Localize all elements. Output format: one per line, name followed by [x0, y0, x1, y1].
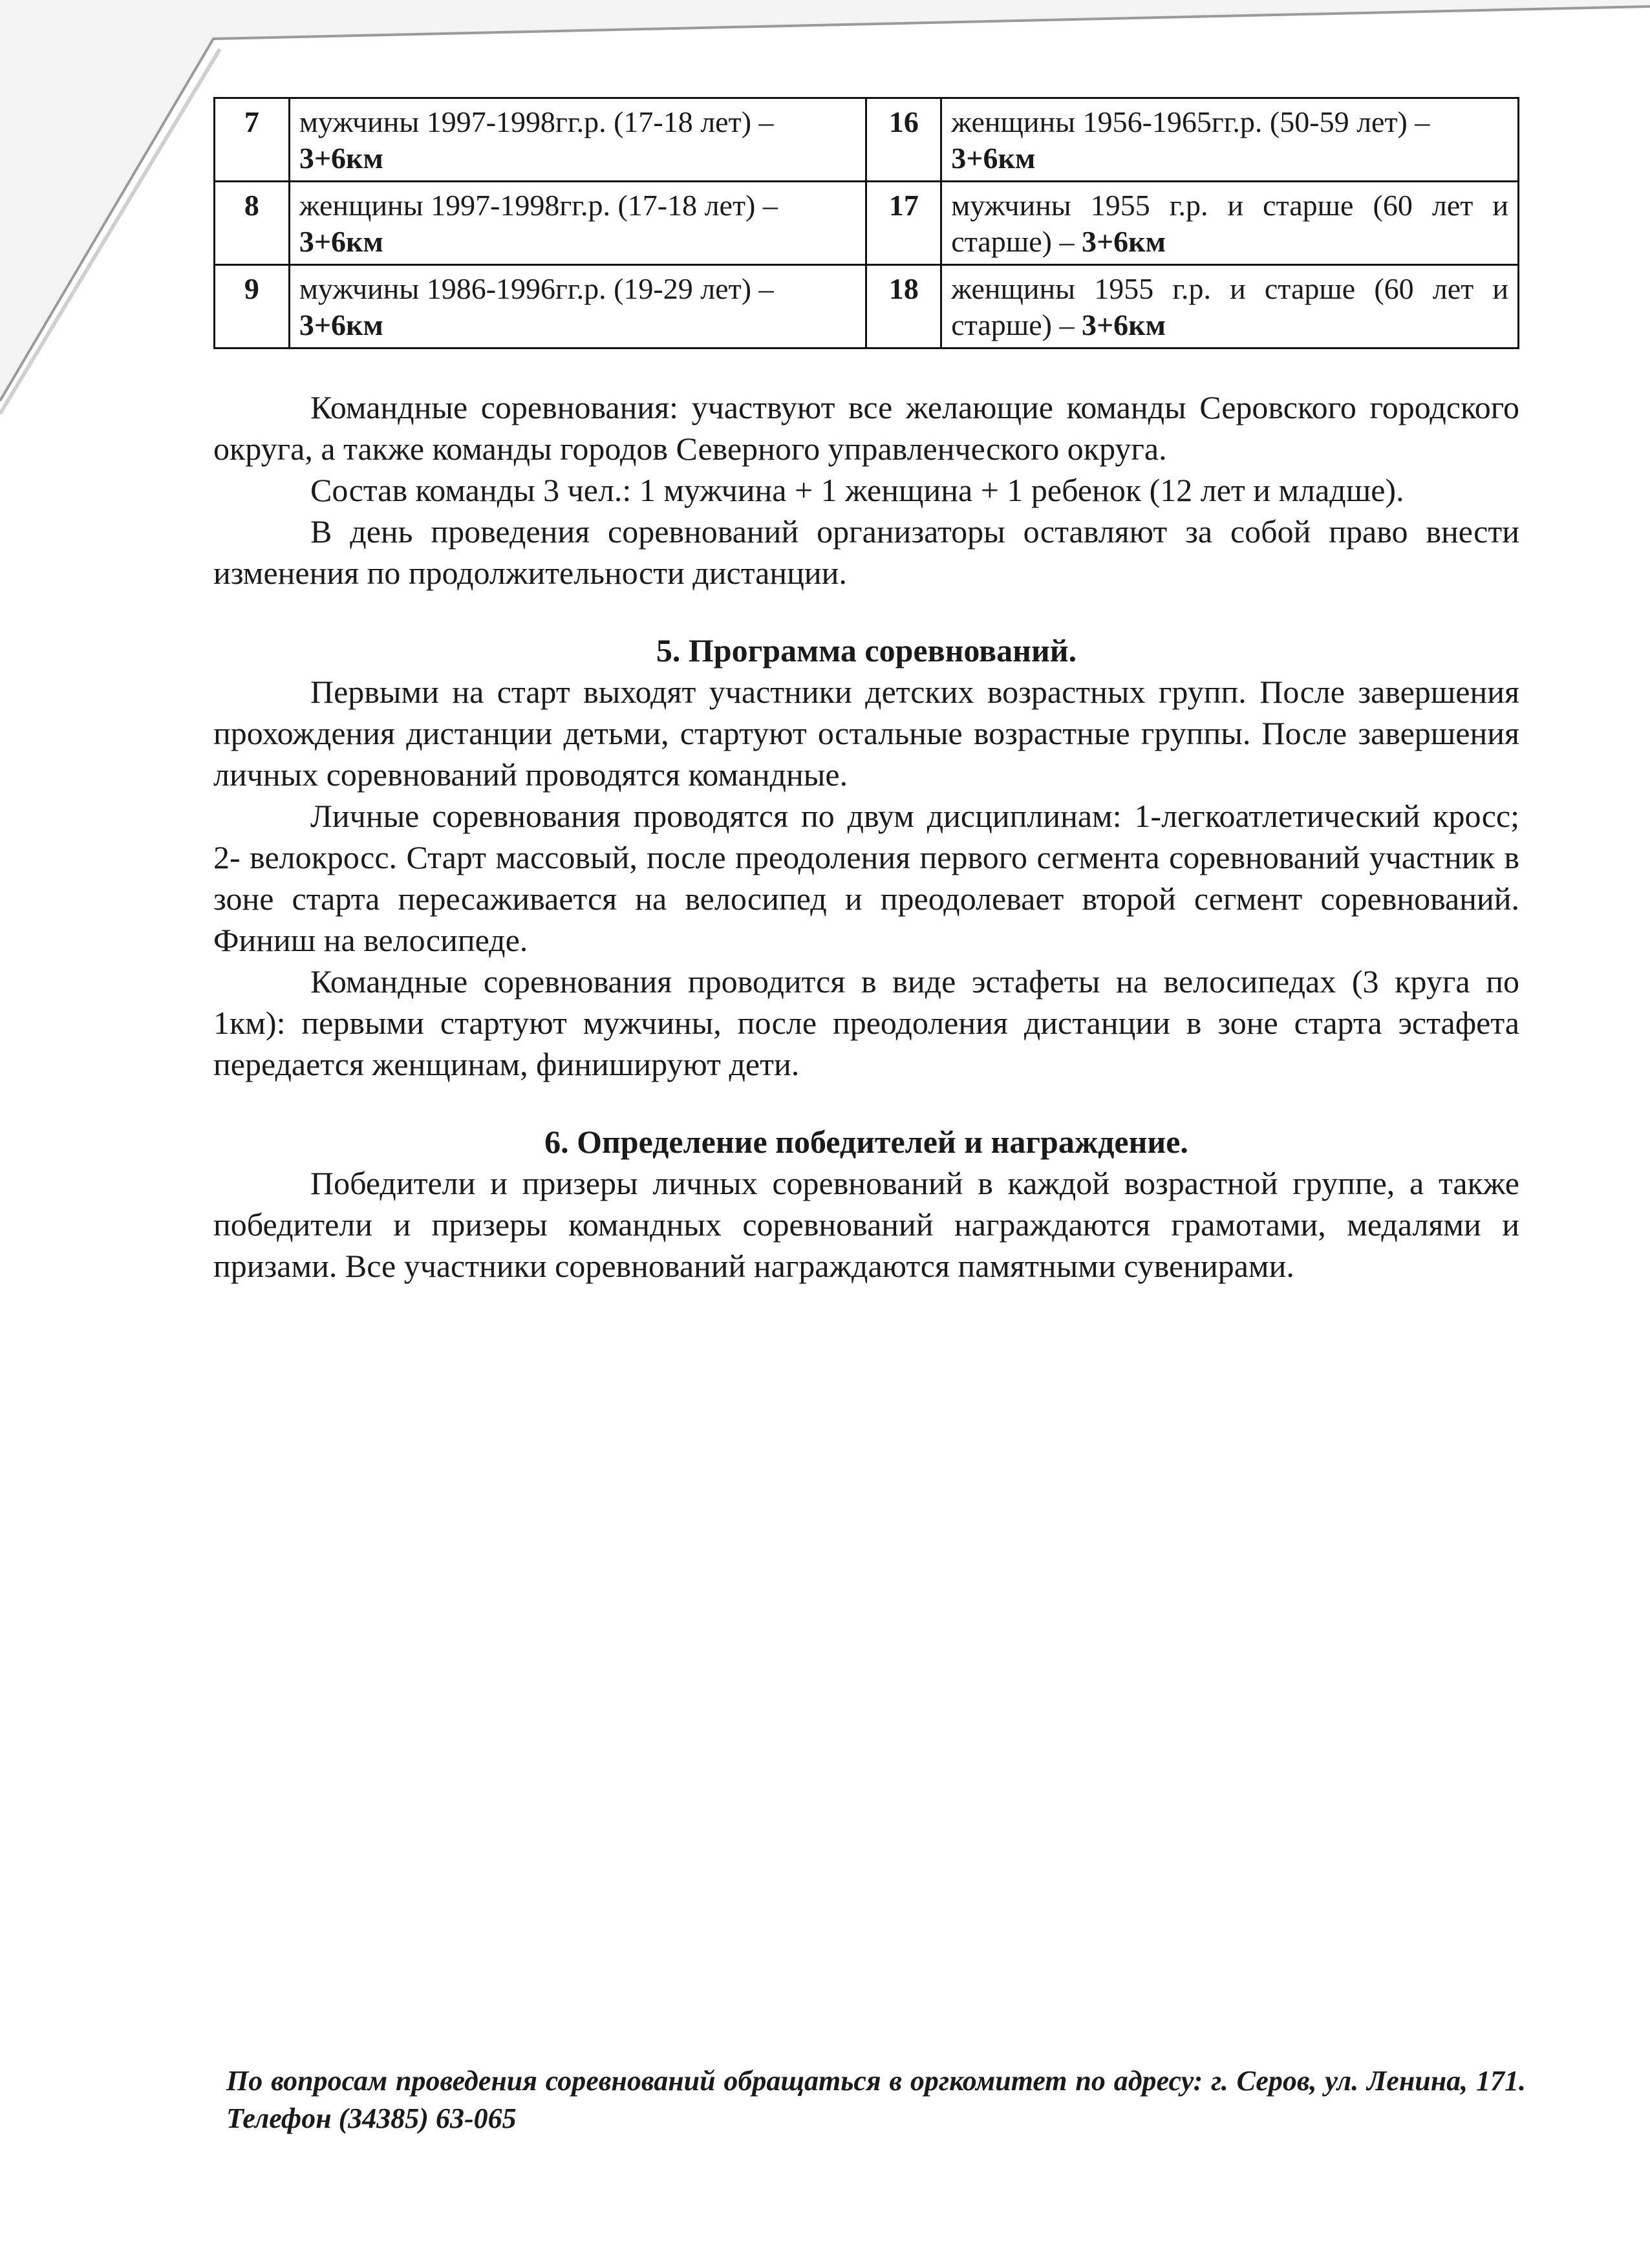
distance-change-paragraph: В день проведения соревнований организаторы оставляют за собой право внести изменения по продолжительности дистанции.: [213, 513, 1519, 591]
group-description: [941, 182, 1519, 265]
group-text: женщины 1955 г.р. и старше (60 лет и старше) –: [951, 272, 1508, 341]
group-text: мужчины 1986-1996гг.р. (19-29 лет) –: [299, 272, 774, 305]
section-5-paragraph: Личные соревнования проводятся по двум дисциплинам: 1-легкоатлетический кросс; 2- велокросс. Старт массовый, после преодоления первого сегмента соревнований участник в зоне старта пересаживается на велосипед и преодолевает второй сегмент соревнований. Финиш на велосипеде.: [213, 798, 1519, 958]
section-6-paragraph: Победители и призеры личных соревнований в каждой возрастной группе, а также победители и призеры командных соревнований награждаются грамотами, медалями и призами. Все участники соревнований награждаются памятными сувенирами.: [213, 1165, 1519, 1284]
contact-footer: По вопросам проведения соревнований обращаться в оргкомитет по адресу: г. Серов, ул. Ленина, 171. Телефон (34385) 63-065: [226, 2065, 1526, 2134]
group-number: 16: [866, 98, 941, 182]
group-number: 7: [215, 98, 290, 182]
group-number: 18: [866, 265, 941, 348]
group-description: [289, 265, 866, 348]
group-number: 17: [866, 182, 941, 265]
document-body: [213, 97, 1519, 1287]
table-row: [215, 265, 1519, 348]
team-composition-paragraph: Состав команды 3 чел.: 1 мужчина + 1 женщина + 1 ребенок (12 лет и младше).: [310, 472, 1404, 508]
group-number: 9: [215, 265, 290, 348]
group-distance: 3+6км: [299, 142, 383, 175]
section-5-title: 5. Программа соревнований.: [656, 632, 1077, 669]
group-text: мужчины 1997-1998гг.р. (17-18 лет) –: [299, 105, 774, 138]
group-distance: 3+6км: [1081, 308, 1166, 341]
table-row: [215, 98, 1519, 182]
group-distance: 3+6км: [299, 225, 383, 258]
group-text: мужчины 1955 г.р. и старше (60 лет и старше) –: [951, 189, 1508, 258]
team-paragraph: Командные соревнования: участвуют все желающие команды Серовского городского округа, а также команды городов Северного управленческого округа.: [213, 389, 1519, 467]
group-text: женщины 1956-1965гг.р. (50-59 лет) –: [951, 105, 1430, 138]
group-description: [941, 265, 1519, 348]
section-5-paragraph: Командные соревнования проводится в виде эстафеты на велосипедах (3 круга по 1км): первыми стартуют мужчины, после преодоления дистанции в зоне старта эстафета передается женщинам, финишируют дети.: [213, 963, 1519, 1082]
group-number: 8: [215, 182, 290, 265]
group-text: женщины 1997-1998гг.р. (17-18 лет) –: [299, 189, 778, 222]
group-distance: 3+6км: [951, 142, 1036, 175]
age-groups-table: [213, 97, 1519, 349]
group-distance: 3+6км: [299, 308, 383, 341]
group-description: [289, 182, 866, 265]
section-6-title: 6. Определение победителей и награждение.: [544, 1124, 1188, 1160]
group-distance: 3+6км: [1081, 225, 1166, 258]
group-description: [289, 98, 866, 182]
table-row: [215, 182, 1519, 265]
group-description: [941, 98, 1519, 182]
section-5-paragraph: Первыми на старт выходят участники детских возрастных групп. После завершения прохождения дистанции детьми, стартуют остальные возрастные группы. После завершения личных соревнований проводятся командные.: [213, 674, 1519, 793]
